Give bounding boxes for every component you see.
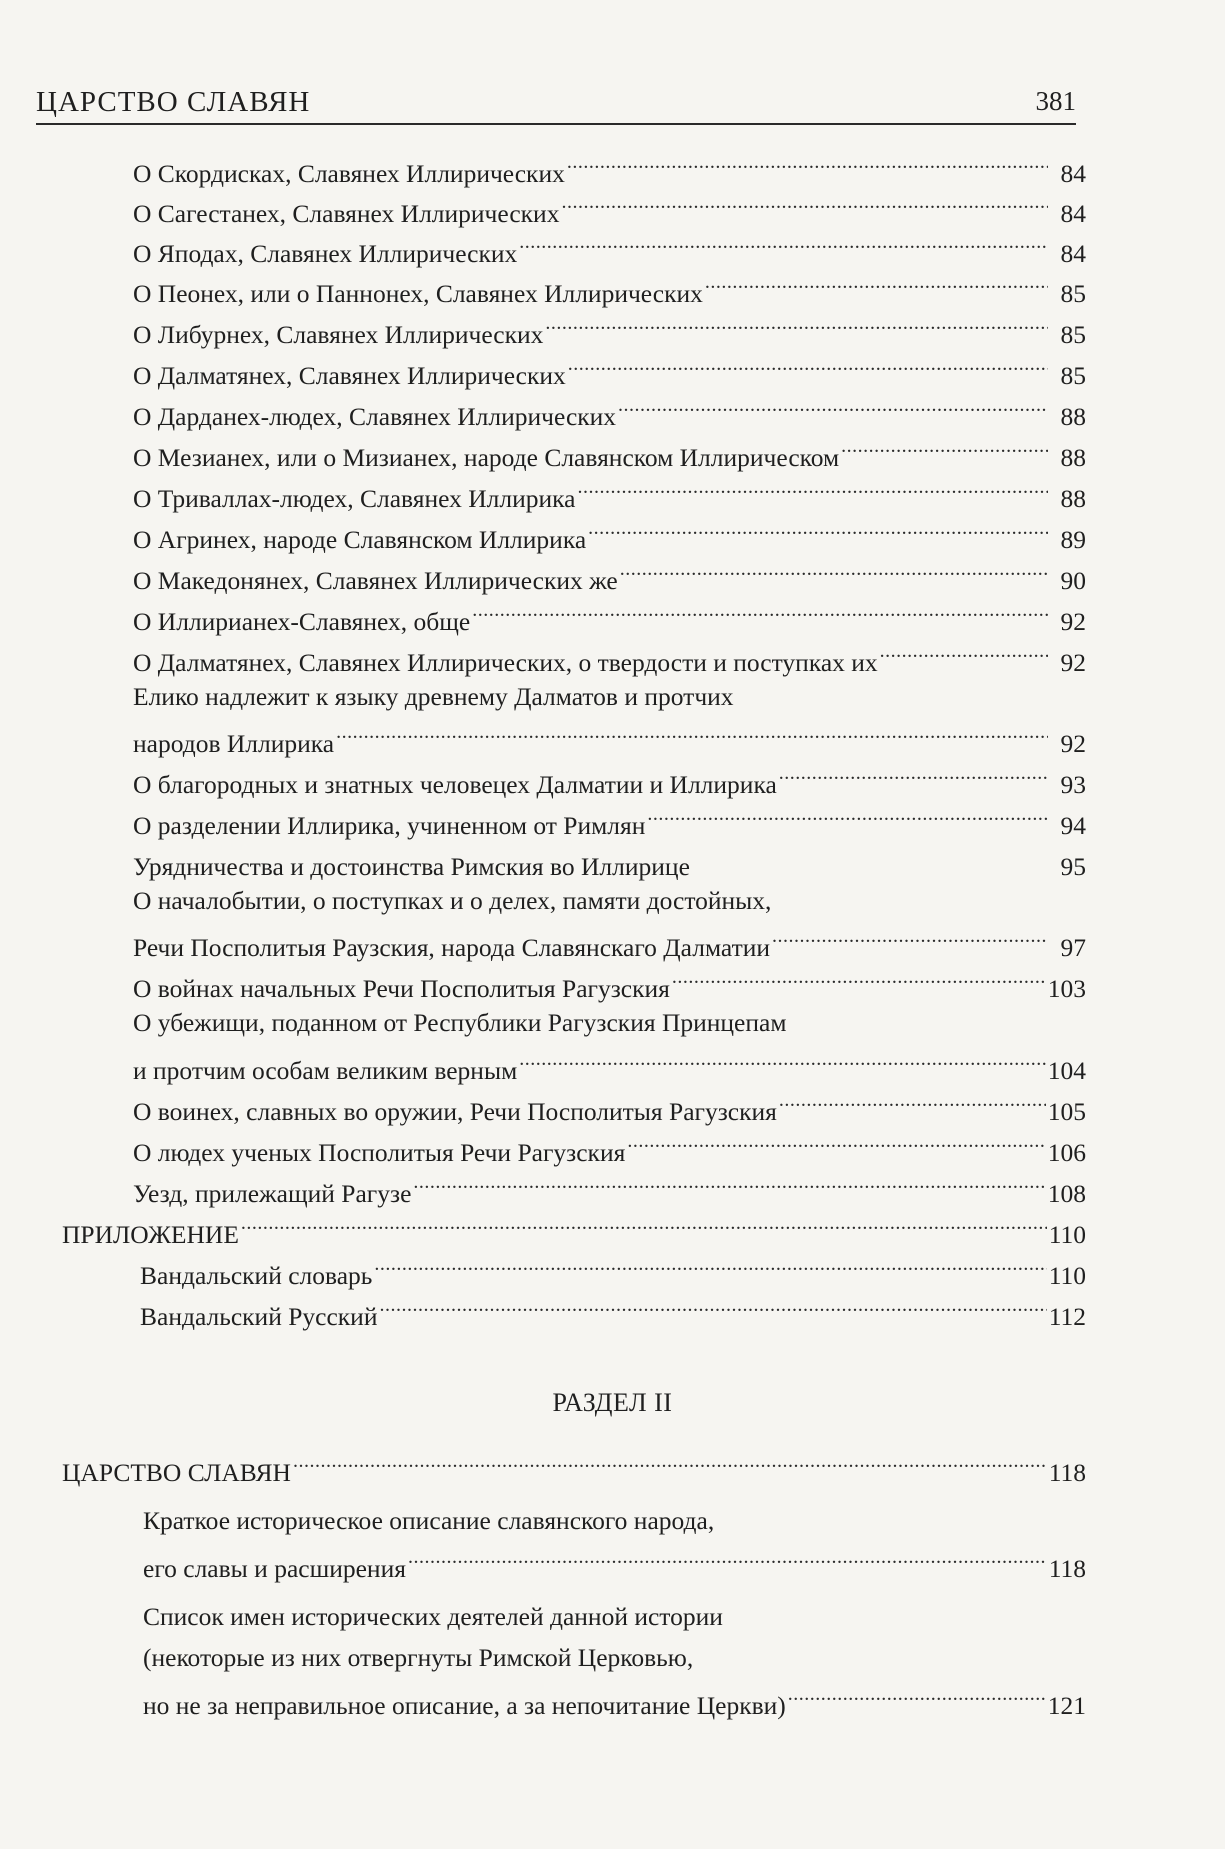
toc-entry-page: 95 <box>1060 852 1086 881</box>
toc-entry <box>133 436 1086 473</box>
toc-entry-label: О войнах начальных Речи Посполитыя Рагузския <box>133 974 670 1003</box>
dot-leader <box>588 518 1048 548</box>
toc-entry-first-line: О убежищи, поданном от Республики Рагузския Принцепам <box>133 1008 787 1037</box>
section-heading: РАЗДЕЛ II <box>552 1388 673 1417</box>
dot-leader <box>577 477 1048 507</box>
dot-leader <box>880 641 1048 671</box>
toc-entry <box>133 845 1086 882</box>
toc-entry-label: и протчим особам великим верным <box>133 1056 518 1085</box>
toc-entry-page: 108 <box>1047 1179 1086 1208</box>
toc-entry-page: 92 <box>1060 607 1086 636</box>
toc-entry-first-line: Краткое историческое описание славянского народа, <box>143 1506 715 1535</box>
toc-entry-label: Речи Посполитыя Раузския, народа Славянскаго Далматии <box>133 933 771 962</box>
toc-entry <box>133 313 1086 350</box>
toc-entry-label: О разделении Иллирика, учиненном от Римлян <box>133 811 646 840</box>
toc-entry-label: О воинех, славных во оружии, Речи Посполитыя Рагузския <box>133 1097 777 1126</box>
toc-entry <box>133 518 1086 555</box>
toc-entry-page: 89 <box>1060 525 1086 554</box>
toc-entry-label: О Македонянех, Славянех Иллирических же <box>133 566 618 595</box>
toc-entry <box>133 192 1086 229</box>
toc-entry <box>133 559 1086 596</box>
toc-entry-label: но не за неправильное описание, а за непочитание Церкви) <box>143 1691 786 1720</box>
toc-entry <box>133 272 1086 309</box>
dot-leader <box>788 1684 1046 1714</box>
toc-entry <box>133 967 1086 1004</box>
toc-entry-page: 110 <box>1048 1261 1086 1290</box>
toc-entry-page: 93 <box>1060 770 1086 799</box>
toc-entry-page: 118 <box>1048 1554 1086 1583</box>
dot-leader <box>779 763 1048 793</box>
toc-entry <box>133 926 1086 963</box>
toc-entry-page: 94 <box>1060 811 1086 840</box>
running-head <box>36 78 1084 118</box>
toc-entry-page: 84 <box>1060 199 1086 228</box>
dot-leader <box>618 395 1048 425</box>
toc-entry-label: О Далматянех, Славянех Иллирических <box>133 361 566 390</box>
dot-leader <box>772 926 1048 956</box>
toc-entry <box>143 1547 1086 1584</box>
toc-entry-label: его славы и расширения <box>143 1554 406 1583</box>
dot-leader <box>472 600 1048 630</box>
toc-entry-label: О Сагестанех, Славянех Иллирических <box>133 199 560 228</box>
toc-entry-first-line: Список имен исторических деятелей данной истории <box>143 1602 723 1631</box>
dot-leader <box>568 354 1048 384</box>
toc-entry-label: народов Иллирика <box>133 729 335 758</box>
dot-leader <box>561 192 1048 222</box>
toc-entry <box>133 1090 1086 1127</box>
toc-entry-page: 85 <box>1060 279 1086 308</box>
toc-entry-label: О Либурнех, Славянех Иллирических <box>133 320 544 349</box>
toc-entry <box>133 1131 1086 1168</box>
toc-entry-page: 84 <box>1060 159 1086 188</box>
dot-leader <box>672 967 1046 997</box>
toc-entry-page: 90 <box>1060 566 1086 595</box>
toc-entry-page: 85 <box>1060 361 1086 390</box>
toc-entry-label: О Пеонех, или о Паннонех, Славянех Иллирических <box>133 279 703 308</box>
toc-entry-label: О Далматянех, Славянех Иллирических, о твердости и поступках их <box>133 648 878 677</box>
toc-entry-label: О Иллирианех-Славянех, обще <box>133 607 471 636</box>
toc-entry-label: ЦАРСТВО СЛАВЯН <box>62 1458 291 1487</box>
dot-leader <box>567 152 1048 182</box>
dot-leader <box>293 1451 1047 1481</box>
toc-entry-label: О Яподах, Славянех Иллирических <box>133 239 518 268</box>
toc-entry-chapter <box>62 1451 1086 1488</box>
toc-entry-page: 106 <box>1047 1138 1086 1167</box>
toc-entry <box>133 641 1086 678</box>
toc-entry <box>133 477 1086 514</box>
toc-entry <box>133 232 1086 269</box>
toc-entry <box>133 354 1086 391</box>
toc-entry-page: 88 <box>1060 402 1086 431</box>
toc-entry-first-line: Елико надлежит к языку древнему Далматов и протчих <box>133 682 734 711</box>
toc-entry-appendix <box>62 1213 1086 1250</box>
toc-entry-second-line: (некоторые из них отвергнуты Римской Церковью, <box>143 1643 694 1672</box>
toc-entry-page: 112 <box>1048 1302 1086 1331</box>
running-head-title: ЦАРСТВО СЛАВЯН <box>36 86 311 118</box>
toc-entry-label: Вандальский словарь <box>140 1261 373 1290</box>
dot-leader <box>241 1213 1047 1243</box>
dot-leader <box>627 1131 1045 1161</box>
toc-entry-first-line: О началобытии, о поступках и о делех, памяти достойных, <box>133 886 772 915</box>
toc-entry-page: 104 <box>1047 1056 1086 1085</box>
toc-entry-label: О благородных и знатных человецех Далматии и Иллирика <box>133 770 777 799</box>
toc-entry <box>133 152 1086 189</box>
toc-entry-label: О Триваллах-людех, Славянех Иллирика <box>133 484 576 513</box>
dot-leader <box>620 559 1048 589</box>
toc-entry-page: 105 <box>1047 1097 1086 1126</box>
toc-entry-page: 103 <box>1047 974 1086 1003</box>
dot-leader <box>519 232 1048 262</box>
toc-entry-label: Урядничества и достоинства Римския во Иллирице <box>133 852 690 881</box>
dot-leader <box>841 436 1048 466</box>
toc-entry <box>143 1684 1086 1721</box>
toc-entry-label: О людех ученых Посполитыя Речи Рагузския <box>133 1138 626 1167</box>
toc-entry-page: 85 <box>1060 320 1086 349</box>
dot-leader <box>519 1049 1046 1079</box>
toc-entry-label: О Мезианех, или о Мизианех, народе Славянском Иллирическом <box>133 443 840 472</box>
dot-leader <box>779 1090 1046 1120</box>
header-rule <box>36 123 1076 125</box>
dot-leader <box>379 1295 1046 1325</box>
toc-entry-label: ПРИЛОЖЕНИЕ <box>62 1220 239 1249</box>
toc-entry <box>140 1254 1086 1291</box>
dot-leader <box>408 1547 1047 1577</box>
dot-leader <box>647 804 1048 834</box>
page-number: 381 <box>1035 86 1076 116</box>
toc-entry <box>140 1295 1086 1332</box>
toc-entry-page: 92 <box>1060 648 1086 677</box>
toc-entry-page: 88 <box>1060 443 1086 472</box>
toc-entry-page: 97 <box>1060 933 1086 962</box>
toc-entry <box>133 1172 1086 1209</box>
dot-leader <box>413 1172 1045 1202</box>
toc-entry-page: 84 <box>1060 239 1086 268</box>
toc-entry-page: 92 <box>1060 729 1086 758</box>
toc-entry-label: О Скордисках, Славянех Иллирических <box>133 159 565 188</box>
dot-leader <box>374 1254 1046 1284</box>
toc-entry-label: О Дарданех-людех, Славянех Иллирических <box>133 402 617 431</box>
toc-entry <box>133 804 1086 841</box>
toc-entry <box>133 722 1086 759</box>
toc-entry-page: 110 <box>1048 1220 1086 1249</box>
toc-entry <box>133 395 1086 432</box>
toc-entry-page: 121 <box>1047 1691 1086 1720</box>
dot-leader <box>545 313 1048 343</box>
toc-entry-label: О Агринех, народе Славянском Иллирика <box>133 525 587 554</box>
toc-entry <box>133 600 1086 637</box>
toc-entry-label: Уезд, прилежащий Рагузе <box>133 1179 412 1208</box>
toc-entry-label: Вандальский Русский <box>140 1302 378 1331</box>
toc-entry-page: 88 <box>1060 484 1086 513</box>
dot-leader <box>336 722 1048 752</box>
toc-entry <box>133 763 1086 800</box>
dot-leader <box>705 272 1048 302</box>
toc-entry <box>133 1049 1086 1086</box>
toc-entry-page: 118 <box>1048 1458 1086 1487</box>
